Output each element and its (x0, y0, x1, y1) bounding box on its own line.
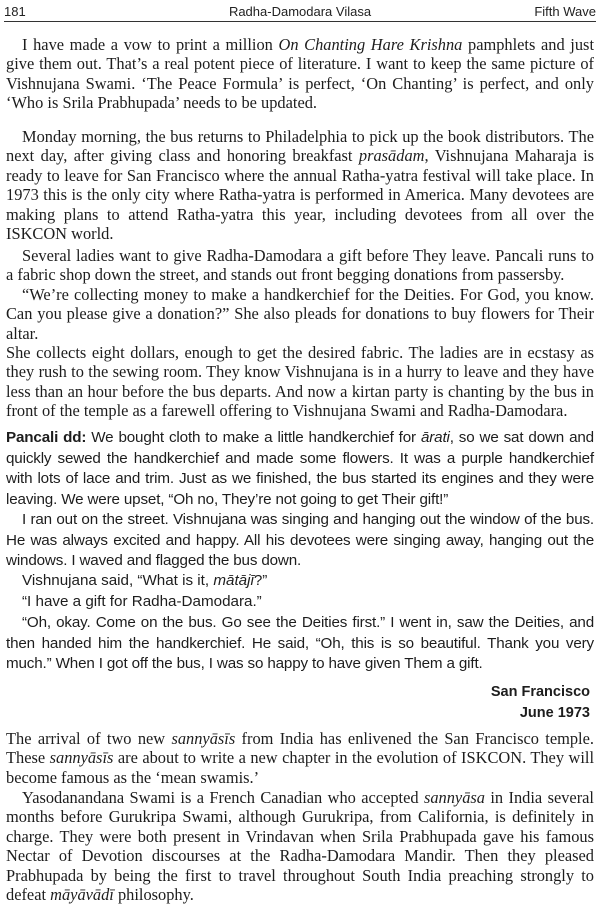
text-run: , Vishnujana Maharaja is ready to leave for San Francisco where the annual Ratha-yatra festival will take place. In 1973 this is the only city where Ratha-yatra is performed in America. Many devotees are making plans to attend Ratha-yatra this year, including devotees from all over the ISKCON world. (6, 146, 595, 244)
text-run: Vishnujana said, “What is it, (22, 572, 214, 589)
text-run: from India has enlivened the San Francisco temple. These (6, 729, 594, 768)
pamphlet-title: On Chanting Hare Krishna (278, 35, 463, 54)
text-run: pamphlets and just give them out. That’s a real potent piece of literature. I want to keep the same picture of Vishnujana Swami. ‘The Peace Formula’ is perfect, ‘On Chanting’ is perfect, and only ‘Who is Srila Prabhupada’ needs to be updated. (6, 35, 594, 113)
text-run: , so we sat down and quickly sewed the handkerchief and made some flowers. It was a purple handkerchief with lots of lace and trim. Just as we finished, the bus started its engines and they were leaving. We were upset, “Oh no, They’re not going to get Their gift!” (6, 429, 594, 508)
quote-what-is-it (6, 571, 594, 592)
paragraph-ladies: Several ladies want to give Radha-Damodara a gift before They leave. Pancali runs to a fabric shop down the street, and stands out front begging donations from passersby. (6, 246, 594, 285)
text-run: are about to write a new chapter in the evolution of ISKCON. They will become famous as the ‘mean swamis.’ (6, 748, 594, 787)
section-title: Fifth Wave (534, 4, 596, 19)
italic-term: ārati (420, 429, 450, 446)
quote-ran-out: I ran out on the street. Vishnujana was singing and hanging out the window of the bus. He was always excited and happy. All his devotees were singing away, hanging out the windows. I waved and flagged the bus down. (6, 511, 594, 569)
paragraph-yasodanandana (6, 788, 594, 904)
paragraph-monday (6, 127, 594, 243)
text-run: in India several months before Gurukripa Swami, although Gurukripa, from California, is definitely in charge. They were both present in Vrindavan when Srila Prabhupada gave his famous Nectar of Devotion discourses at the Radha-Damodara Mandir. Then they pleased Prabhupada by being the first to travel throughout South India preaching strongly to defeat (6, 788, 594, 904)
text-run: Yasodanandana Swami is a French Canadian who accepted (22, 788, 424, 807)
book-title: Radha-Damodara Vilasa (228, 4, 372, 19)
text-run: Monday morning, the bus returns to Philadelphia to pick up the book distributors. The next day, after giving class and honoring breakfast (6, 127, 594, 166)
italic-term: mātājī (213, 572, 254, 589)
italic-term: māyāvādī (50, 885, 114, 904)
text-run: The arrival of two new (6, 729, 172, 748)
page-number: 181 (4, 4, 26, 19)
text-run: I have made a vow to print a million (22, 35, 279, 54)
italic-term: sannyāsīs (49, 748, 114, 768)
italic-term: sannyāsīs (171, 729, 236, 748)
quote-gift: “I have a gift for Radha-Damodara.” (22, 593, 262, 610)
text-run: philosophy. (113, 885, 194, 904)
date-heading: June 1973 (519, 705, 590, 721)
italic-term: sannyāsa (423, 788, 485, 807)
text-run: ?” (253, 572, 268, 589)
running-header (4, 2, 596, 20)
paragraph-collecting: “We’re collecting money to make a handkerchief for the Deities. For God, you know. Can you please give a donation?” She also pleads for donations to buy flowers for Their altar. (6, 285, 594, 343)
location-heading: San Francisco (490, 684, 590, 700)
paragraph-vow (6, 35, 594, 113)
speaker-label: Pancali dd: (6, 429, 87, 446)
quote-pancali (6, 428, 594, 510)
paragraph-eight-dollars: She collects eight dollars, enough to get the desired fabric. The ladies are in ecstasy as they rush to the sewing room. They know Vishnujana is in a hurry to leave and they have less than an hour before the bus departs. And now a kirtan party is chanting by the bus in front of the temple as a farewell offering to Vishnujana Swami and Radha-Damodara. (6, 343, 594, 421)
italic-term: prasādam (358, 146, 425, 166)
paragraph-arrival (6, 729, 594, 787)
text-run: We bought cloth to make a little handkerchief for (86, 429, 421, 446)
quote-okay: “Oh, okay. Come on the bus. Go see the Deities first.” I went in, saw the Deities, and then handed him the handkerchief. He said, “Oh, this is so beautiful. Thank you very much.” When I got off the bus, I was so happy to have given Them a gift. (6, 614, 594, 672)
header-rule (4, 21, 596, 22)
